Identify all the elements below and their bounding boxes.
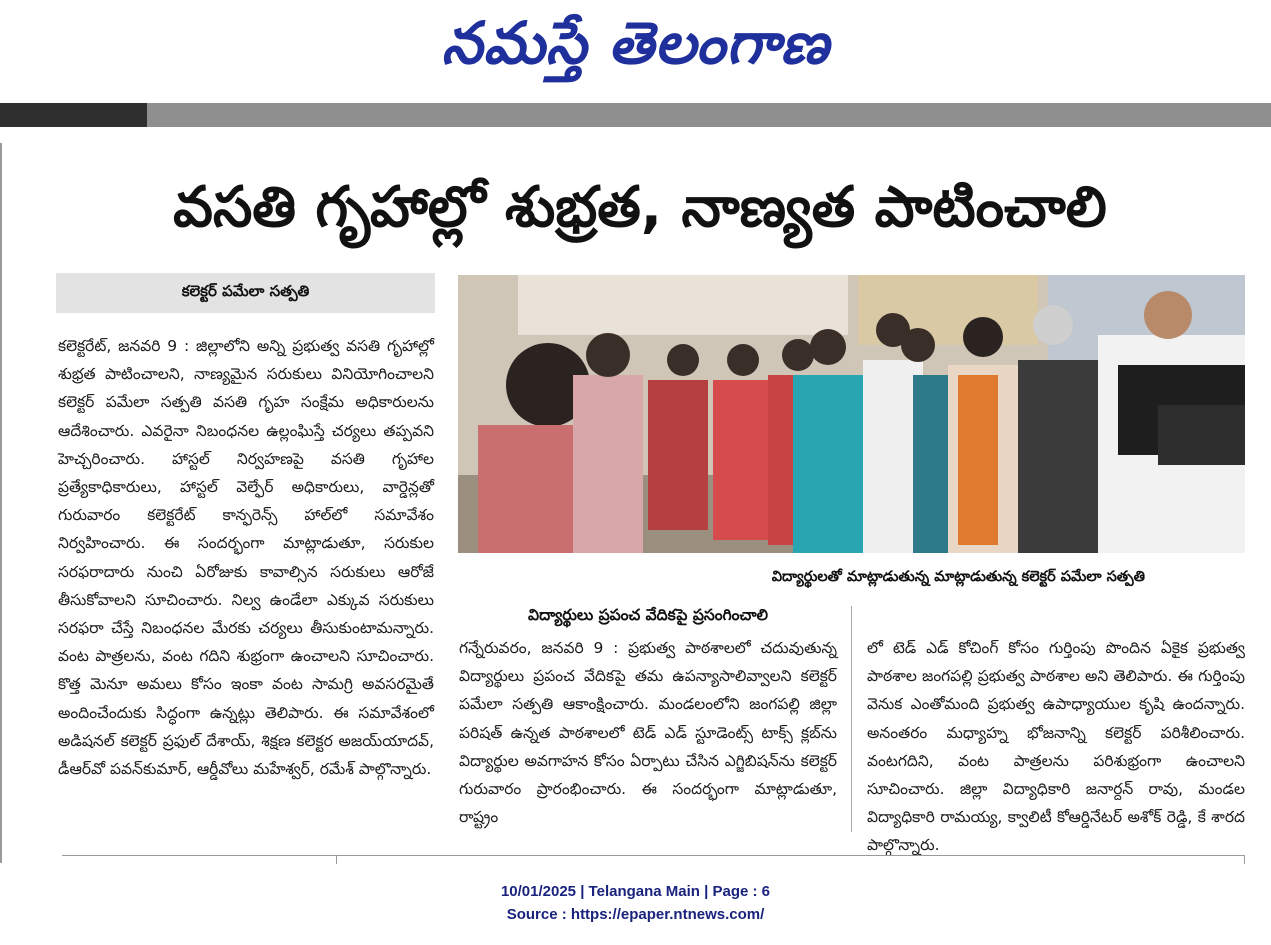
top-bar-grey [147, 103, 1271, 127]
photo-illustration [458, 275, 1245, 553]
news-photo [458, 275, 1245, 553]
photo-caption [458, 562, 1245, 592]
headline: వసతి గృహాల్లో శుభ్రత, నాణ్యత పాటించాలి [173, 175, 1107, 240]
subhead: కలెక్టర్ పమేలా సత్పతి [181, 282, 310, 300]
masthead-title: నమస్తే తెలంగాణ [441, 8, 830, 77]
article-left-paragraph: కలెక్టరేట్, జనవరి 9 : జిల్లాలోని అన్ని ప్రభుత్వ వసతి గృహాల్లో శుభ్రత పాటించాలని, నాణ్యమైన సరుకులు వినియోగించాలని కలెక్టర్ పమేలా సత్పతి వసతి గృహ సంక్షేమ అధికారులను ఆదేశించారు. ఎవరైనా నిబంధనల ఉల్లంఘిస్తే చర్యలు తప్పవని హెచ్చరించారు. హాస్టల్ నిర్వహణపై వసతి గృహాల ప్రత్యేకాధికారులు, హాస్టల్ వెల్ఫేర్ అధికారులు, వార్డెన్లతో గురువారం కలెక్టరేట్ కాన్ఫరెన్స్ హాల్‌లో సమావేశం నిర్వహించారు. ఈ సందర్భంగా మాట్లాడుతూ, సరుకుల సరఫరాదారు నుంచి ఏరోజుకు కావాల్సిన సరుకులు ఆరోజే తీసుకోవాలని సూచించారు. నిల్వ ఉండేలా ఎక్కువ సరుకులు సరఫరా చేస్తే నిబంధనల మేరకు చర్యలు తీసుకుంటామన్నారు. వంట పాత్రలను, వంట గదిని శుభ్రంగా ఉంచాలని సూచించారు. కొత్త మెనూ అమలు కోసం ఇంకా వంట సామగ్రి అవసరమైతే అందించేందుకు సిద్ధంగా ఉన్నట్లు తెలిపారు. ఈ సమావేశంలో అడిషనల్ కలెక్టర్ ప్రఫుల్ దేశాయ్, శిక్షణ కలెక్టర అజయ్‌యాదవ్, డీఆర్‌వో పవన్‌కుమార్, ఆర్డీవోలు మహేశ్వర్, రమేశ్ పాల్గొన్నారు. [58, 337, 434, 779]
bottom-rule-right [336, 855, 1245, 856]
article-right-column-b [867, 634, 1245, 860]
left-border-rule [0, 143, 2, 863]
footer-edition-line: 10/01/2025 | Telangana Main | Page : 6 [500, 883, 771, 900]
bottom-rule-left [62, 855, 336, 856]
column-divider [851, 606, 852, 832]
article-right-heading: విద్యార్థులు ప్రపంచ వేదికపై ప్రసంగించాలి [528, 606, 768, 624]
article-left-column [58, 332, 434, 783]
article-right-column-a [459, 634, 837, 831]
bottom-rule-tick-left [336, 855, 337, 864]
article-right-paragraph-a: గన్నేరువరం, జనవరి 9 : ప్రభుత్వ పాఠశాలలో చదువుతున్న విద్యార్థులు ప్రపంచ వేదికపై తమ ఉపన్యాసాలివ్వాలని కలెక్టర్ పమేలా సత్పతి ఆకాంక్షించారు. మండలంలోని జంగపల్లి జిల్లా పరిషత్ ఉన్నత పాఠశాలలో టెడ్ ఎడ్ స్టూడెంట్స్ టాక్స్ క్లబ్‌ను విద్యార్థుల అవగాహన కోసం ఏర్పాటు చేసిన ఎగ్జిబిషన్‌ను కలెక్టర్ గురువారం ప్రారంభించారు. ఈ సందర్భంగా మాట్లాడుతూ, రాష్ట్రం [459, 639, 837, 827]
article-right-paragraph-b: లో టెడ్ ఎడ్ కోచింగ్ కోసం గుర్తింపు పొందిన ఏకైక ప్రభుత్వ పాఠశాల జంగపల్లి ప్రభుత్వ పాఠశాల అని తెలిపారు. ఈ గుర్తింపు వెనుక ఎంతోమంది ప్రభుత్వ ఉపాధ్యాయుల కృషి ఉందన్నారు. అనంతరం మధ్యాహ్న భోజనాన్ని కలెక్టర్ పరిశీలించారు. వంటగదిని, వంట పాత్రలను పరిశుభ్రంగా ఉంచాలని సూచించారు. జిల్లా విద్యాధికారి జనార్దన్ రావు, మండల విద్యాధికారి రామయ్య, క్వాలిటీ కోఆర్డినేటర్ అశోక్ రెడ్డి, కే శారద పాల్గొన్నారు. [867, 639, 1245, 855]
masthead [0, 0, 1271, 100]
footer-source-line: Source : https://epaper.ntnews.com/ [506, 906, 765, 923]
top-bar-dark [0, 103, 147, 127]
footer [0, 880, 1271, 926]
bottom-rule-tick-right [1244, 855, 1245, 864]
photo-caption-text: విద్యార్థులతో మాట్లాడుతున్న మాట్లాడుతున్న కలెక్టర్ పమేలా సత్పతి [771, 569, 1145, 585]
subhead-box [56, 273, 435, 313]
